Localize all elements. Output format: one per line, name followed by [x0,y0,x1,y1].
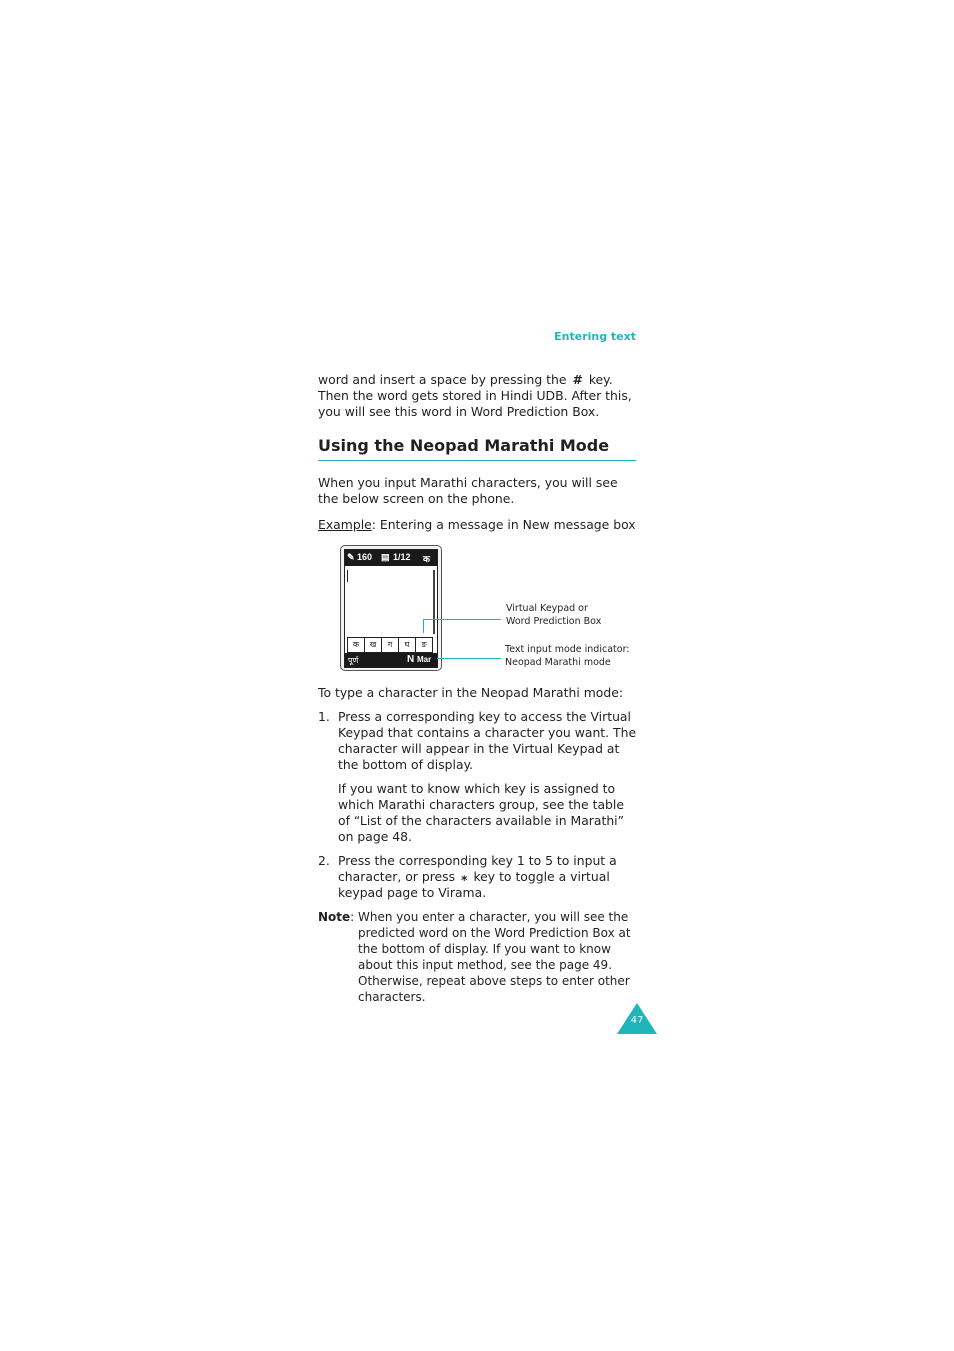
example-label: Example [318,517,372,532]
steps-list [318,709,638,901]
message-icon: ✎ [347,552,355,562]
section-header: Entering text [554,330,636,343]
page-number: 47 [630,1015,644,1026]
callout-virtual-keypad: Virtual Keypad or Word Prediction Box [506,603,602,627]
virtual-keypad [347,637,433,653]
callout-mode-indicator: Text input mode indicator: Neopad Marathi mode [505,644,630,668]
keypad-key: घ [399,638,416,652]
callout-line-keypad-drop [423,619,424,633]
star-key-icon: ⁎ [461,869,468,884]
char-counter: 160 [357,552,373,562]
list-item: 1. Press a corresponding key to access the Virtual Keypad that contains a character you want. The character will appear in the Virtual Keypad at the bottom of display. [318,709,637,772]
phone-display [344,549,438,668]
keypad-key: ङ [421,640,427,649]
intro-paragraph: word and insert a space by pressing the # key. Then the word gets stored in Hindi UDB. After this, you will see this word in Word Prediction Box. [318,372,632,419]
note-label: Note [318,910,351,924]
keypad-key: ख [365,638,382,652]
soft-left-label: पूर्ण [348,656,359,665]
section-heading: Using the Neopad Marathi Mode [318,436,636,461]
keypad-key: क [348,638,365,652]
page-indicator: 1/12 [393,552,411,562]
neopad-icon: N [407,654,415,665]
list-item-subparagraph: If you want to know which key is assigned to which Marathi characters group, see the table of “List of the characters available in Marathi” on page 48. [338,781,625,844]
hash-key-icon: # [572,372,583,387]
language-indicator: क [423,554,430,564]
callout-line-keypad [423,619,501,620]
callout-line-mode [437,658,501,659]
note-block: Note: When you enter a character, you will see the predicted word on the Word Prediction Box at the bottom of display. If you want to know about this input method, see the page 49. Otherwise, repeat above steps to enter other characters. [318,909,638,1005]
phone-screen-figure [340,545,442,671]
list-item: 2. Press the corresponding key 1 to 5 to input a character, or press ⁎ key to toggle a virtual keypad page to Virama. [318,853,617,900]
soft-key-bar [345,653,437,667]
keypad-key: ग [382,638,399,652]
example-line: Example: Entering a message in New message box [318,517,636,532]
page-icon: ▤ [381,552,390,562]
scrollbar [433,570,435,634]
status-bar [345,550,437,566]
paragraph-screen-intro: When you input Marathi characters, you will see the below screen on the phone. [318,475,618,506]
note-text: When you enter a character, you will see the predicted word on the Word Prediction Box at the bottom of display. If you want to know about this input method, see the page 49. Otherwise, repeat above steps to enter other characters. [358,910,631,1004]
text-cursor [347,570,348,582]
mode-indicator: Mar [417,655,432,664]
steps-intro: To type a character in the Neopad Marathi mode: [318,685,624,700]
